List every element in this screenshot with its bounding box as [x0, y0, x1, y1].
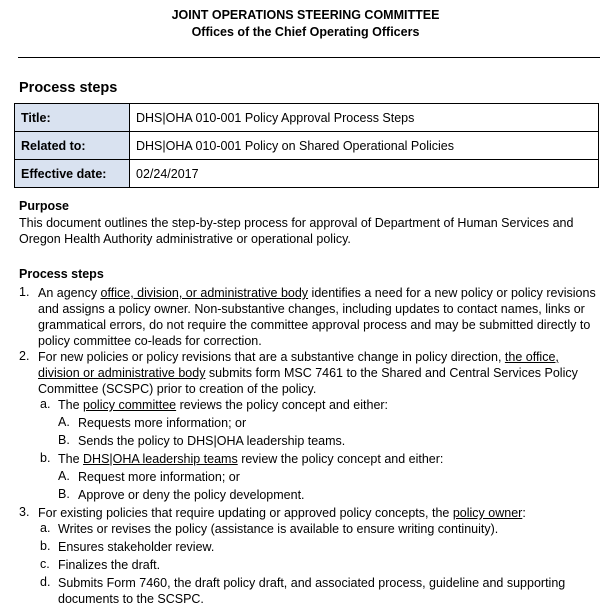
step-1-underlined: office, division, or administrative body	[100, 286, 309, 300]
step-3d-number: d.	[40, 575, 51, 589]
related-key: Related to:	[15, 132, 130, 160]
table-row	[15, 160, 599, 188]
step-2b-A-text: Request more information; or	[78, 470, 240, 484]
effective-date-key: Effective date:	[15, 160, 130, 188]
title-value: DHS|OHA 010-001 Policy Approval Process Steps	[130, 104, 599, 132]
step-3c-text: Finalizes the draft.	[58, 558, 161, 572]
step-2a-underlined: policy committee	[83, 398, 177, 412]
step-2a-A-number: A.	[58, 415, 70, 429]
step-2-text: For new policies or policy revisions that are a substantive change in policy direction, the office, division or administrative body submits form MSC 7461 to the Shared and Central Services Policy Committee (SCSPC) prior to creation of the policy.	[38, 350, 578, 396]
step-2-underlined: the office, division or administrative body	[38, 350, 559, 380]
step-2-number: 2.	[19, 349, 30, 363]
process-heading: Process steps	[19, 267, 104, 281]
step-3b-text: Ensures stakeholder review.	[58, 540, 215, 554]
step-3-underlined: policy owner	[452, 506, 523, 520]
step-2a-number: a.	[40, 397, 51, 411]
step-3b-number: b.	[40, 539, 51, 553]
step-3c-number: c.	[40, 557, 50, 571]
step-2b-text: The DHS|OHA leadership teams review the policy concept and either:	[58, 452, 444, 466]
step-3d-text: Submits Form 7460, the draft policy draft, and associated process, guideline and supporting documents to the SCSPC.	[58, 576, 566, 606]
step-3-number: 3.	[19, 505, 30, 519]
offices-subtitle: Offices of the Chief Operating Officers	[191, 25, 420, 39]
step-2a-text: The policy committee reviews the policy concept and either:	[58, 398, 389, 412]
step-2b-number: b.	[40, 451, 51, 465]
step-3a-number: a.	[40, 521, 51, 535]
purpose-heading: Purpose	[19, 199, 70, 213]
step-1-number: 1.	[19, 285, 30, 299]
step-2b-B-text: Approve or deny the policy development.	[78, 488, 305, 502]
step-3a-text: Writes or revises the policy (assistance is available to ensure writing continuity).	[58, 522, 499, 536]
related-value: DHS|OHA 010-001 Policy on Shared Operational Policies	[130, 132, 599, 160]
purpose-text: This document outlines the step-by-step process for approval of Department of Human Services and Oregon Health Authority administrative or operational policy.	[19, 216, 574, 246]
step-3-text: For existing policies that require updating or approved policy concepts, the policy owner:	[38, 506, 526, 520]
title-key: Title:	[15, 104, 130, 132]
metadata-table	[14, 103, 599, 188]
step-2b-B-number: B.	[58, 487, 70, 501]
page-title: Process steps	[19, 80, 118, 96]
header-divider	[18, 57, 600, 58]
committee-title: JOINT OPERATIONS STEERING COMMITTEE	[171, 8, 440, 22]
step-2a-B-number: B.	[58, 433, 70, 447]
table-row	[15, 104, 599, 132]
step-2b-A-number: A.	[58, 469, 70, 483]
effective-date-value: 02/24/2017	[130, 160, 599, 188]
step-1-text: An agency office, division, or administrative body identifies a need for a new policy or policy revisions and assigns a policy owner. Non-substantive changes, including updates to contact names, links or grammatical errors, do not require the committee approval process and may be submitted directly to policy committee co-leads for correction.	[38, 286, 596, 348]
step-2a-A-text: Requests more information; or	[78, 416, 247, 430]
step-2a-B-text: Sends the policy to DHS|OHA leadership teams.	[78, 434, 346, 448]
step-2b-underlined: DHS|OHA leadership teams	[83, 452, 238, 466]
table-row	[15, 132, 599, 160]
